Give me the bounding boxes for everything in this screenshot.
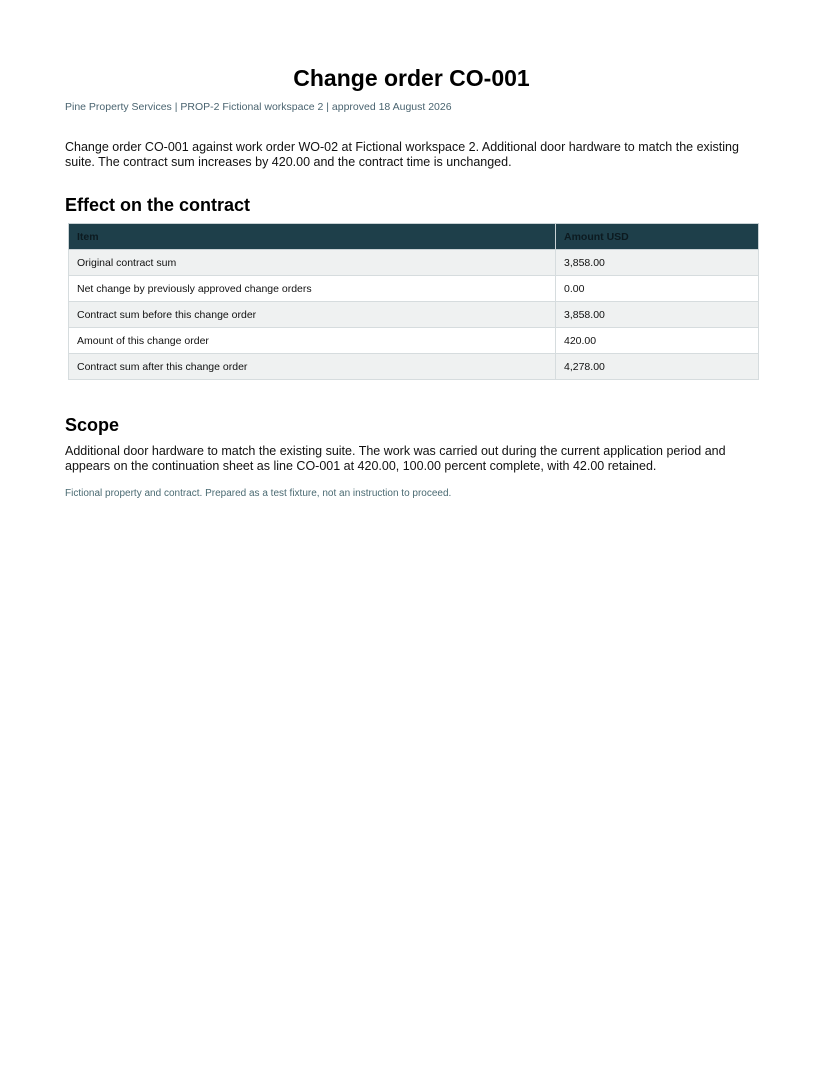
- table-header-row: [69, 224, 759, 250]
- page-title: Change order CO-001: [293, 65, 530, 91]
- row-item: Original contract sum: [69, 250, 556, 276]
- table-row: [69, 250, 759, 276]
- column-header-item: Item: [69, 224, 556, 250]
- row-amount: 0.00: [556, 276, 759, 302]
- row-item: Contract sum after this change order: [69, 354, 556, 380]
- effect-heading: Effect on the contract: [65, 195, 251, 215]
- row-item: Net change by previously approved change orders: [69, 276, 556, 302]
- row-amount: 420.00: [556, 328, 759, 354]
- footnote: Fictional property and contract. Prepared as a test fixture, not an instruction to proceed.: [65, 487, 452, 499]
- table-row: [69, 302, 759, 328]
- scope-paragraph: Additional door hardware to match the existing suite. The work was carried out during the current application period and appears on the continuation sheet as line CO-001 at 420.00, 100.00 percent complete, with 42.00 retained.: [65, 444, 726, 473]
- column-header-amount: Amount USD: [556, 224, 759, 250]
- table-row: [69, 354, 759, 380]
- row-amount: 4,278.00: [556, 354, 759, 380]
- scope-heading: Scope: [65, 415, 120, 435]
- row-item: Amount of this change order: [69, 328, 556, 354]
- document-meta: Pine Property Services | PROP-2 Fictional workspace 2 | approved 18 August 2026: [65, 101, 452, 113]
- effect-table: [68, 223, 759, 380]
- table-row: [69, 276, 759, 302]
- row-amount: 3,858.00: [556, 250, 759, 276]
- row-amount: 3,858.00: [556, 302, 759, 328]
- table-row: [69, 328, 759, 354]
- row-item: Contract sum before this change order: [69, 302, 556, 328]
- intro-paragraph: Change order CO-001 against work order WO-02 at Fictional workspace 2. Additional door hardware to match the existing suite. The contract sum increases by 420.00 and the contract time is unchanged.: [65, 140, 739, 169]
